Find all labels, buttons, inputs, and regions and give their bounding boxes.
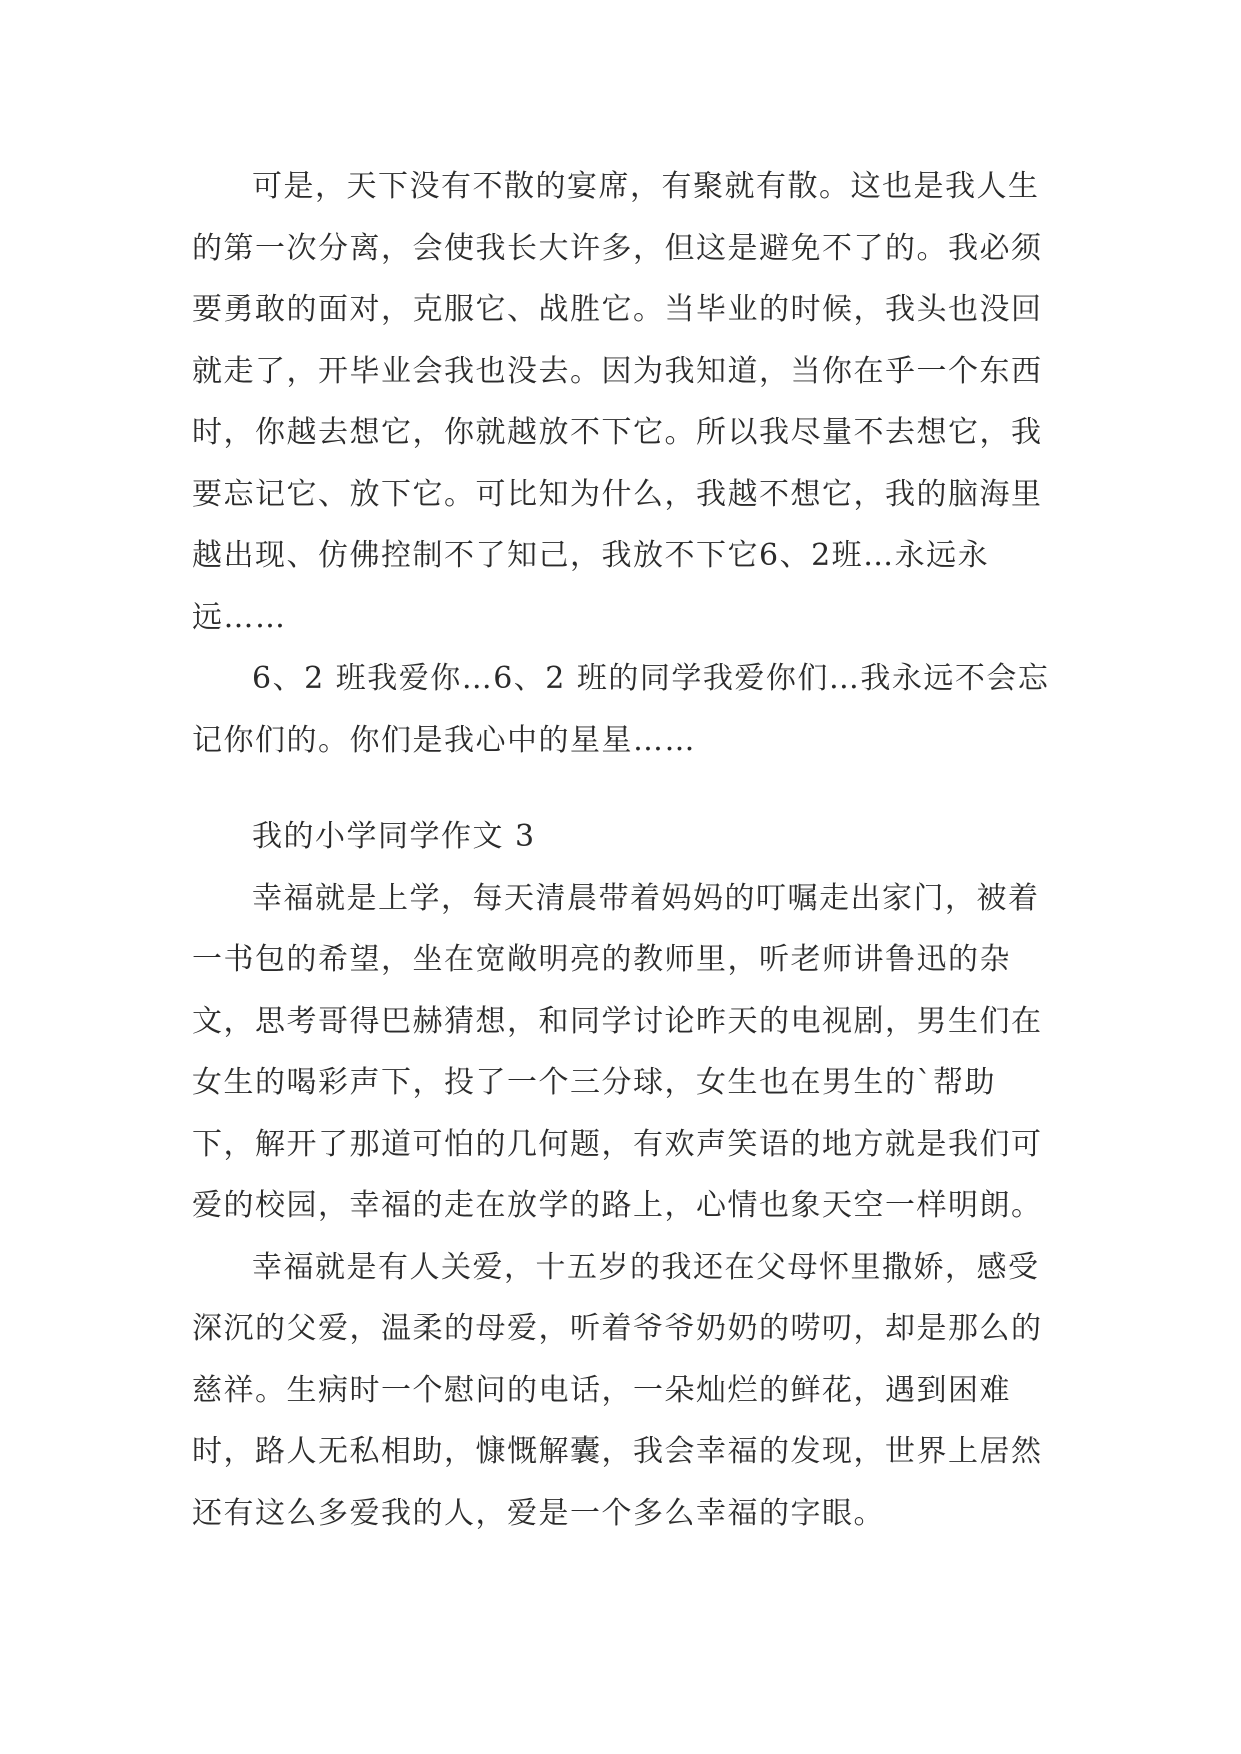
paragraph: 幸福就是上学，每天清晨带着妈妈的叮嘱走出家门，被着一书包的希望，坐在宽敞明亮的教师里，听老师讲鲁迅的杂文，思考哥得巴赫猜想，和同学讨论昨天的电视剧，男生们在女生的喝彩声下，投了一个三分球，女生也在男生的`帮助下，解开了那道可怕的几何题，有欢声笑语的地方就是我们可爱的校园，幸福的走在放学的路上，心情也象天空一样明朗。 — [192, 880, 1043, 1223]
paragraph: 可是，天下没有不散的宴席，有聚就有散。这也是我人生的第一次分离，会使我长大许多，但这是避免不了的。我必须要勇敢的面对，克服它、战胜它。当毕业的时候，我头也没回就走了，开毕业会我也没去。因为我知道，当你在乎一个东西时，你越去想它，你就越放不下它。所以我尽量不去想它，我要忘记它、放下它。可比知为什么，我越不想它，我的脑海里越出现、仿佛控制不了知己，我放不下它6、2班…永远永远…… — [192, 169, 1043, 635]
essay-section-3 — [192, 806, 1054, 1544]
paragraph: 6、2 班我爱你…6、2 班的同学我爱你们…我永远不会忘记你们的。你们是我心中的星星…… — [192, 661, 1050, 758]
paragraph: 幸福就是有人关爱，十五岁的我还在父母怀里撒娇，感受深沉的父爱，温柔的母爱，听着爷爷奶奶的唠叨，却是那么的慈祥。生病时一个慰问的电话，一朵灿烂的鲜花，遇到困难时，路人无私相助，慷慨解囊，我会幸福的发现，世界上居然还有这么多爱我的人，爱是一个多么幸福的字眼。 — [192, 1249, 1043, 1531]
section-title: 我的小学同学作文 3 — [252, 819, 536, 854]
essay-continuation — [192, 156, 1054, 771]
